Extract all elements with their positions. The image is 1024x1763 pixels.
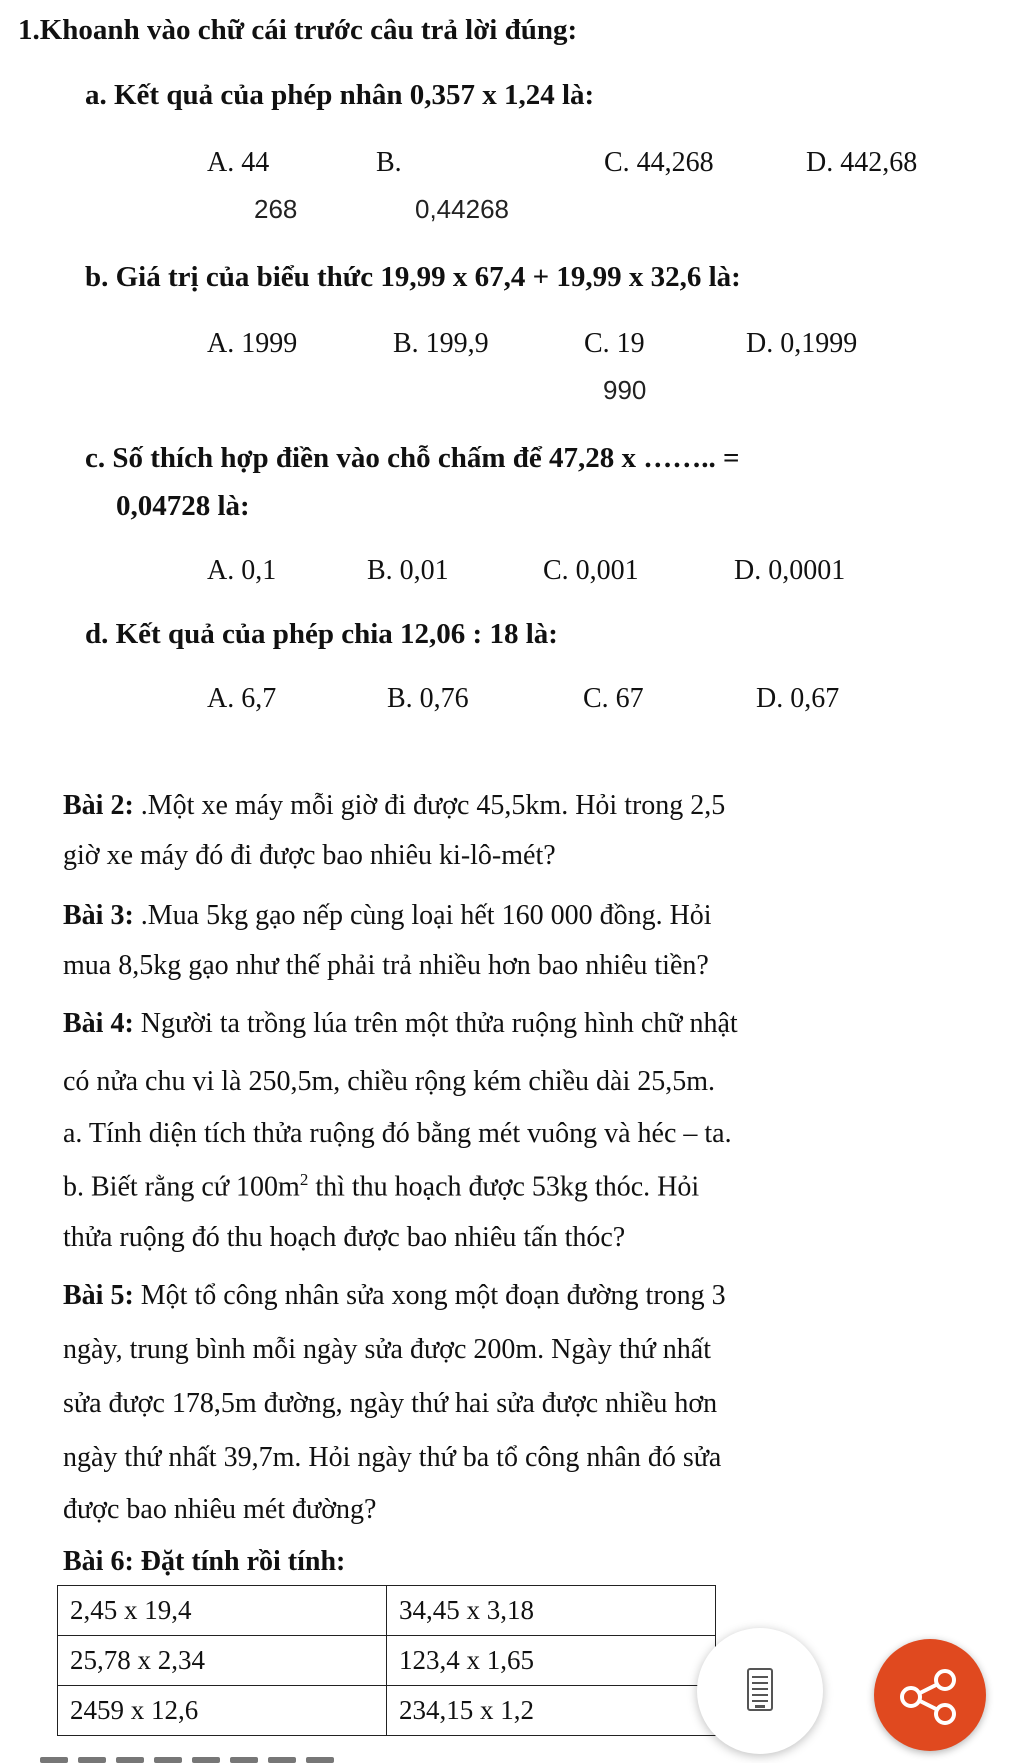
question-a-option-b: B. (376, 147, 402, 178)
bai4-line-1 (63, 1008, 738, 1040)
bai3-text: .Mua 5kg gạo nếp cùng loại hết 160 000 đồng. Hỏi (133, 900, 712, 931)
question-c-prompt-cont: 0,04728 là: (116, 490, 250, 522)
table-cell: 2,45 x 19,4 (58, 1586, 387, 1636)
question-c-option-a: A. 0,1 (207, 555, 277, 586)
question-b-option-c-cont: 990 (603, 375, 647, 405)
bai3-label: Bài 3: (63, 900, 134, 931)
question-d-option-d: D. 0,67 (756, 683, 840, 714)
question-d-option-b: B. 0,76 (387, 683, 469, 714)
question-a-option-b-cont: 0,44268 (415, 194, 509, 224)
bai2-line-2: giờ xe máy đó đi được bao nhiêu ki-lô-mét? (63, 840, 556, 871)
bai4-superscript: 2 (299, 1170, 309, 1189)
bai5-line-2: ngày, trung bình mỗi ngày sửa được 200m. Ngày thứ nhất (63, 1334, 711, 1365)
exercise-1-title: 1.Khoanh vào chữ cái trước câu trả lời đúng: (18, 14, 578, 46)
question-d-option-a: A. 6,7 (207, 683, 277, 714)
bai3-line-2: mua 8,5kg gạo như thế phải trả nhiều hơn bao nhiêu tiền? (63, 950, 709, 981)
bai4-area-unit: 100m (236, 1171, 300, 1203)
bai5-text: Một tổ công nhân sửa xong một đoạn đường trong 3 (133, 1280, 726, 1311)
table-row (58, 1586, 716, 1636)
question-b-option-b: B. 199,9 (393, 328, 489, 359)
share-button[interactable] (874, 1639, 986, 1751)
bai5-label: Bài 5: (63, 1280, 134, 1311)
bai6-heading: Bài 6: Đặt tính rồi tính: (63, 1546, 346, 1577)
question-a-prompt: a. Kết quả của phép nhân 0,357 x 1,24 là: (85, 79, 595, 111)
bai6-table (57, 1585, 716, 1736)
bai5-line-1 (63, 1280, 726, 1312)
question-c-option-d: D. 0,0001 (734, 555, 846, 586)
bai2-line-1 (63, 790, 725, 822)
question-b-option-c: C. 19 (584, 328, 645, 359)
table-row (58, 1686, 716, 1736)
table-cell: 123,4 x 1,65 (387, 1636, 716, 1686)
question-a-option-c: C. 44,268 (604, 147, 714, 178)
question-b-prompt: b. Giá trị của biểu thức 19,99 x 67,4 + 19,99 x 32,6 là: (85, 261, 741, 293)
share-icon (874, 1639, 986, 1751)
bai4-line-4-end: thì thu hoạch được 53kg thóc. Hỏi (308, 1171, 700, 1203)
bai4-line-4-start: b. Biết rằng cứ (63, 1171, 237, 1203)
table-cell: 25,78 x 2,34 (58, 1636, 387, 1686)
question-c-option-b: B. 0,01 (367, 555, 449, 586)
question-b-option-d: D. 0,1999 (746, 328, 858, 359)
question-d-prompt: d. Kết quả của phép chia 12,06 : 18 là: (85, 618, 558, 650)
table-cell: 234,15 x 1,2 (387, 1686, 716, 1736)
bai5-line-3: sửa được 178,5m đường, ngày thứ hai sửa được nhiều hơn (63, 1388, 718, 1419)
bai2-label: Bài 2: (63, 790, 134, 821)
bai2-text: .Một xe máy mỗi giờ đi được 45,5km. Hỏi trong 2,5 (133, 790, 726, 821)
bai4-line-5: thửa ruộng đó thu hoạch được bao nhiêu tấn thóc? (63, 1222, 626, 1253)
question-a-option-a-cont: 268 (254, 194, 298, 224)
question-a-option-d: D. 442,68 (806, 147, 918, 178)
document-lines-icon (697, 1628, 823, 1754)
bai4-text: Người ta trồng lúa trên một thửa ruộng hình chữ nhật (133, 1008, 738, 1039)
table-cell: 34,45 x 3,18 (387, 1586, 716, 1636)
question-c-prompt: c. Số thích hợp điền vào chỗ chấm để 47,28 x …….. = (85, 442, 740, 474)
bai5-line-4: ngày thứ nhất 39,7m. Hỏi ngày thứ ba tổ công nhân đó sửa (63, 1442, 722, 1473)
bai4-line-4 (63, 1170, 699, 1203)
bai4-line-2: có nửa chu vi là 250,5m, chiều rộng kém chiều dài 25,5m. (63, 1066, 716, 1097)
question-d-option-c: C. 67 (583, 683, 644, 714)
bai4-line-3: a. Tính diện tích thửa ruộng đó bằng mét vuông và héc – ta. (63, 1118, 732, 1149)
reader-mode-button[interactable] (697, 1628, 823, 1754)
table-cell: 2459 x 12,6 (58, 1686, 387, 1736)
bai5-line-5: được bao nhiêu mét đường? (63, 1494, 377, 1525)
question-c-option-c: C. 0,001 (543, 555, 639, 586)
question-a-option-a: A. 44 (207, 147, 270, 178)
bai4-label: Bài 4: (63, 1008, 134, 1039)
cut-off-text (40, 1748, 440, 1763)
question-b-option-a: A. 1999 (207, 328, 298, 359)
bai3-line-1 (63, 900, 712, 932)
table-row (58, 1636, 716, 1686)
